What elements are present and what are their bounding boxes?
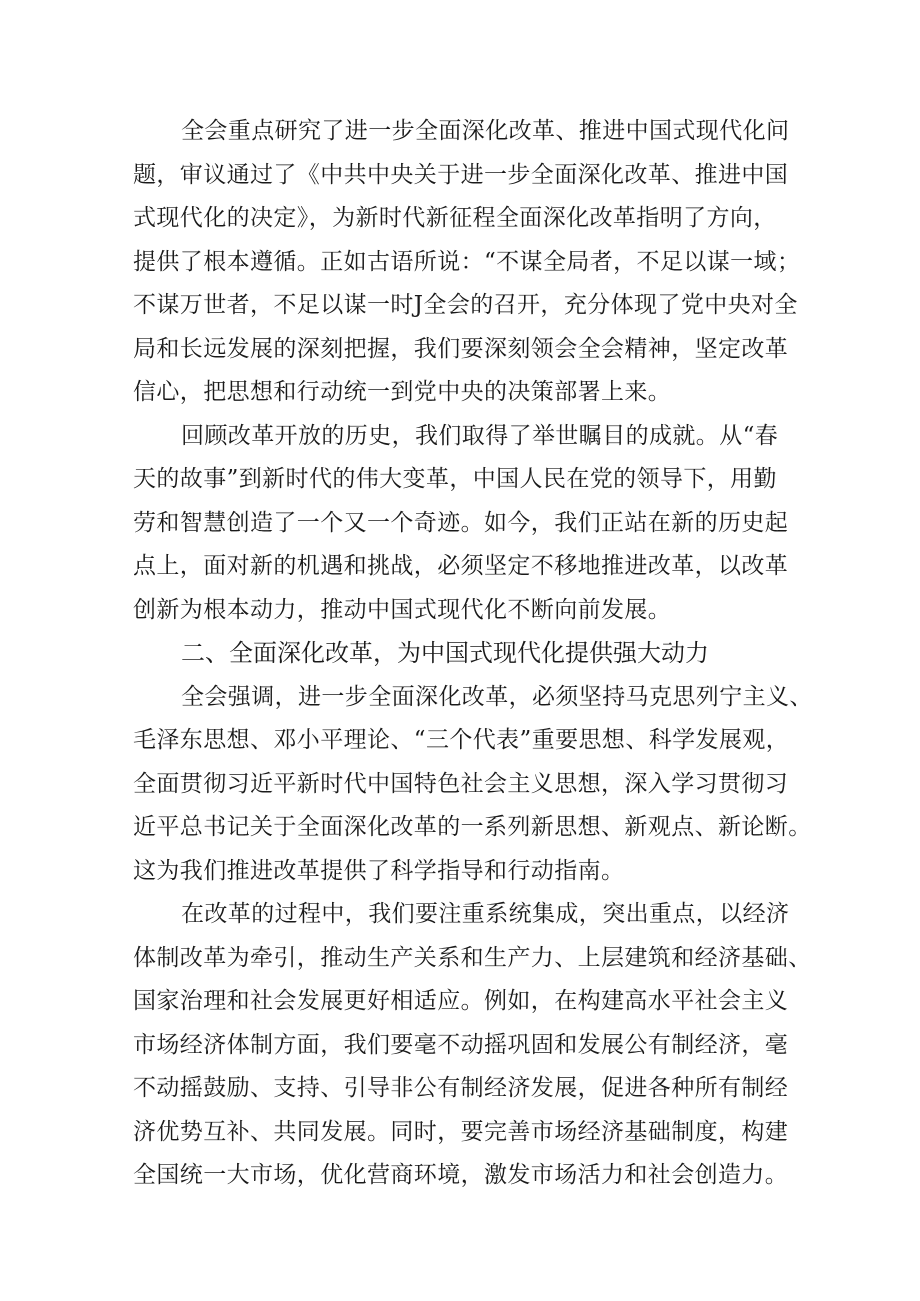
- paragraph-line: 信心，把思想和行动统一到党中央的决策部署上来。: [133, 379, 672, 405]
- paragraph-line: 济优势互补、共同发展。同时，要完善市场经济基础制度，构建: [133, 1118, 789, 1145]
- paragraph-line: 局和长远发展的深刻把握，我们要深刻领会全会精神，坚定改革: [133, 335, 789, 362]
- section-heading: 二、全面深化改革，为中国式现代化提供强大动力: [181, 639, 709, 667]
- paragraph-line: 这为我们推进改革提供了科学指导和行动指南。: [133, 857, 625, 884]
- paragraph-line: 体制改革为牵引，推动生产关系和生产力、上层建筑和经济基础、: [133, 944, 812, 971]
- paragraph-line: 全面贯彻习近平新时代中国特色社会主义思想，深入学习贯彻习: [133, 770, 789, 797]
- paragraph-line: 近平总书记关于全面深化改革的一系列新思想、新观点、新论断。: [133, 814, 812, 840]
- paragraph-line: 点上，面对新的机遇和挑战，必须坚定不移地推进改革，以改革: [133, 553, 789, 579]
- paragraph-line: 提供了根本遵循。正如古语所说：“不谋全局者，不足以谋一域；: [133, 248, 801, 275]
- paragraph-line: 劳和智慧创造了一个又一个奇迹。如今，我们正站在新的历史起: [133, 509, 789, 536]
- document-body: [133, 110, 813, 1198]
- paragraph-line: 回顾改革开放的历史，我们取得了举世瞩目的成就。从“春: [181, 422, 779, 449]
- paragraph-line: 全会强调，进一步全面深化改革，必须坚持马克思列宁主义、: [181, 683, 813, 710]
- paragraph-line: 全会重点研究了进一步全面深化改革、推进中国式现代化问: [181, 118, 790, 144]
- paragraph-line: 不谋万世者，不足以谋一时J全会的召开，充分体现了党中央对全: [133, 292, 798, 318]
- paragraph-line: 不动摇鼓励、支持、引导非公有制经济发展，促进各种所有制经: [133, 1075, 789, 1101]
- paragraph-line: 创新为根本动力，推动中国式现代化不断向前发展。: [133, 596, 672, 623]
- paragraph-line: 市场经济体制方面，我们要毫不动摇巩固和发展公有制经济，毫: [133, 1031, 789, 1058]
- paragraph-line: 全国统一大市场，优化营商环境，激发市场活力和社会创造力。: [133, 1162, 789, 1188]
- paragraph-line: 天的故事”到新时代的伟大变革，中国人民在党的领导下，用勤: [133, 466, 777, 492]
- paragraph-line: 式现代化的决定》，为新时代新征程全面深化改革指明了方向，: [133, 205, 777, 231]
- paragraph-line: 题，审议通过了《中共中央关于进一步全面深化改革、推进中国: [133, 161, 789, 188]
- paragraph-line: 国家治理和社会发展更好相适应。例如，在构建高水平社会主义: [133, 988, 789, 1014]
- paragraph-line: 毛泽东思想、邓小平理论、“三个代表”重要思想、科学发展观，: [133, 727, 790, 753]
- paragraph-line: 在改革的过程中，我们要注重系统集成，突出重点，以经济: [181, 901, 790, 927]
